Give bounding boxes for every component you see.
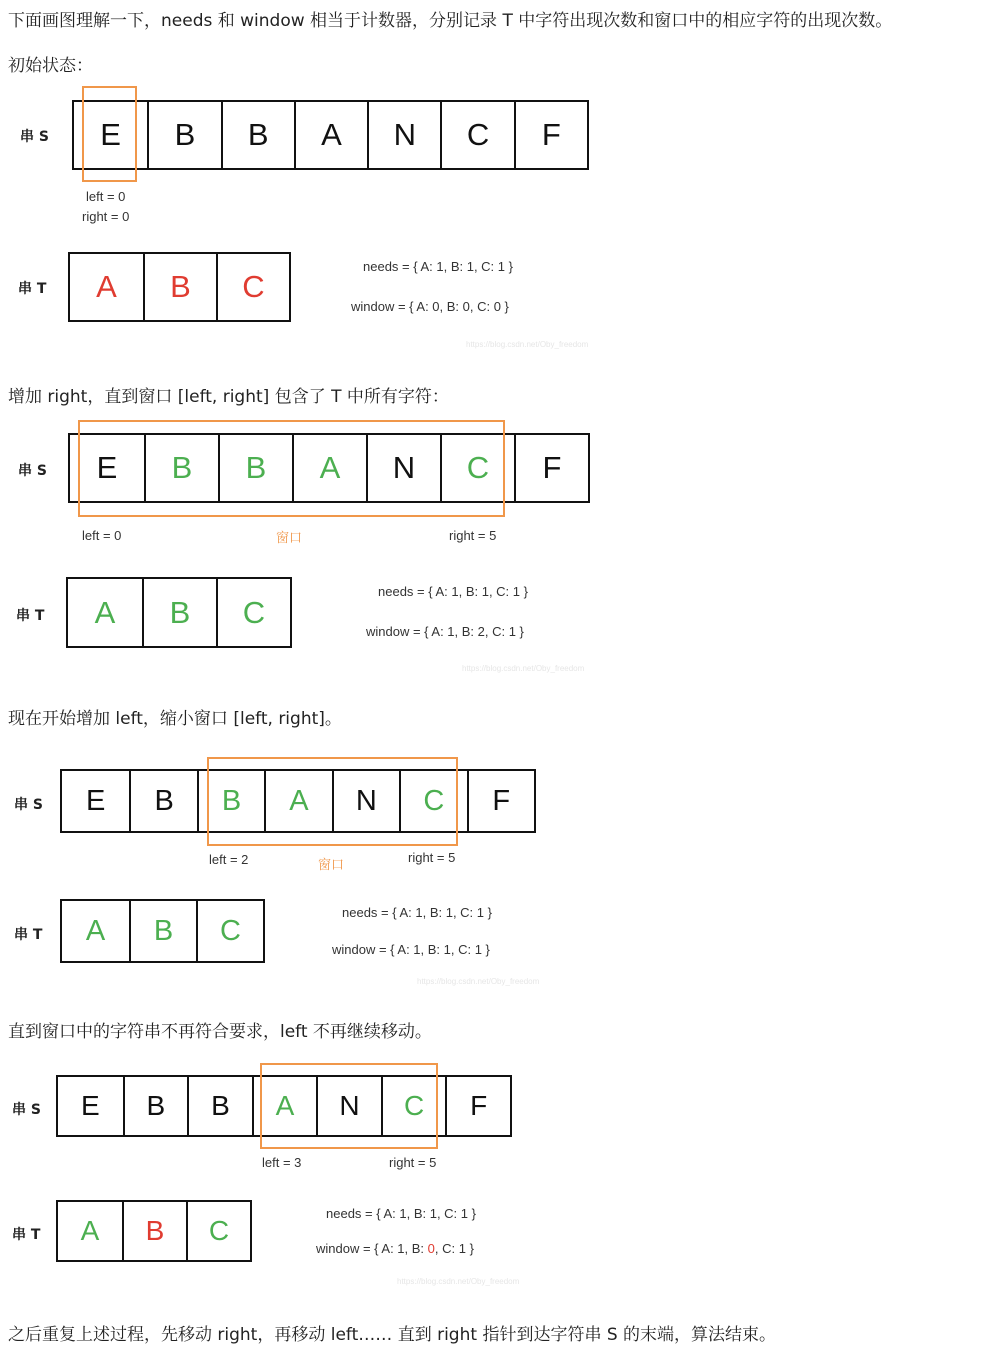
string-t-string-cells <box>66 577 292 648</box>
string-s-char-cell: B <box>197 771 264 831</box>
string-s-label: 串 S <box>20 129 49 145</box>
window-counter <box>366 624 524 639</box>
watermark: https://blog.csdn.net/Oby_freedom <box>397 1277 520 1286</box>
string-t-char-cell: C <box>196 901 263 961</box>
string-s-char-cell: C <box>399 771 466 831</box>
string-t-char-cell: B <box>142 579 216 646</box>
string-s-char-cell: E <box>80 1090 100 1121</box>
string-t-label: 串 T <box>12 1227 41 1243</box>
string-t-char-cell: B <box>129 901 196 961</box>
string-s-char-cell: N <box>332 771 399 831</box>
needs-counter <box>342 905 492 920</box>
string-t-label: 串 T <box>18 281 47 297</box>
string-s-label: 串 S <box>14 797 43 813</box>
string-s-char-cell: C <box>381 1077 446 1135</box>
string-t-char-cell: A <box>94 594 116 630</box>
window-counter-part: window = { A: 1, B: 2, C: 1 } <box>366 624 524 639</box>
window-counter-part: window = { A: 0, B: 0, C: 0 } <box>351 299 509 314</box>
string-s-char-cell: B <box>187 1077 252 1135</box>
string-t-char-cell: B <box>122 1202 186 1260</box>
string-s-char-cell: B <box>144 435 218 501</box>
step-3-caption: 现在开始增加 left，缩小窗口 [left, right]。 <box>8 709 342 729</box>
string-s-char-cell: A <box>252 1077 317 1135</box>
window-frame <box>82 86 137 182</box>
string-s-char-cell: B <box>218 435 292 501</box>
string-s-char-cell: N <box>316 1077 381 1135</box>
window-label: 窗口 <box>318 858 345 873</box>
step-2-caption: 增加 right，直到窗口 [left, right] 包含了 T 中所有字符： <box>8 387 449 407</box>
string-t-char-cell: A <box>96 269 117 304</box>
window-frame <box>260 1063 438 1149</box>
string-s-char-cell: C <box>440 102 513 168</box>
string-s-char-cell: A <box>264 771 331 831</box>
string-t-string-cells <box>68 252 291 322</box>
window-frame <box>78 420 505 517</box>
string-s-char-cell: B <box>147 102 220 168</box>
string-t-char-cell: B <box>143 254 216 320</box>
step-4-caption: 直到窗口中的字符串不再符合要求，left 不再继续移动。 <box>8 1022 432 1042</box>
string-s-label: 串 S <box>18 463 47 479</box>
right-pointer-label: right = 5 <box>408 850 456 865</box>
needs-counter-part: needs = { A: 1, B: 1, C: 1 } <box>326 1206 476 1221</box>
needs-counter <box>378 584 528 599</box>
right-pointer-label: right = 0 <box>82 209 130 224</box>
window-counter-part: window = { A: 1, B: 1, C: 1 } <box>332 942 490 957</box>
left-pointer-label: left = 3 <box>262 1155 302 1170</box>
watermark: https://blog.csdn.net/Oby_freedom <box>462 664 585 673</box>
needs-counter <box>363 259 513 274</box>
left-pointer-label: left = 2 <box>209 852 249 867</box>
string-t-label: 串 T <box>14 927 43 943</box>
string-s-char-cell: F <box>467 771 534 831</box>
string-s-char-cell: A <box>294 102 367 168</box>
string-s-char-cell: F <box>514 102 587 168</box>
string-s-char-cell: F <box>445 1077 510 1135</box>
watermark: https://blog.csdn.net/Oby_freedom <box>417 977 540 986</box>
window-frame <box>207 757 458 846</box>
needs-counter-part: needs = { A: 1, B: 1, C: 1 } <box>342 905 492 920</box>
string-s-char-cell: E <box>86 784 106 817</box>
string-t-char-cell: C <box>216 579 290 646</box>
string-s-char-cell: B <box>129 771 196 831</box>
window-counter-part: , C: 1 } <box>434 1241 474 1256</box>
window-counter-part: 0 <box>427 1241 435 1256</box>
string-t-char-cell: A <box>85 914 106 947</box>
string-s-char-cell: C <box>440 435 514 501</box>
step-1-caption: 初始状态： <box>8 56 93 76</box>
window-label: 窗口 <box>276 531 303 546</box>
string-t-char-cell: C <box>186 1202 250 1260</box>
string-s-char-cell: N <box>367 102 440 168</box>
needs-counter-part: needs = { A: 1, B: 1, C: 1 } <box>378 584 528 599</box>
string-s-char-cell: E <box>96 450 118 485</box>
string-t-label: 串 T <box>16 608 45 624</box>
window-counter <box>332 942 490 957</box>
intro-text: 下面画图理解一下，needs 和 window 相当于计数器，分别记录 T 中字符出现次数和窗口中的相应字符的出现次数。 <box>8 11 893 31</box>
string-s-char-cell: E <box>100 117 121 152</box>
window-counter <box>351 299 509 314</box>
string-s-string-cells <box>72 100 589 170</box>
needs-counter <box>326 1206 476 1221</box>
string-s-char-cell: B <box>123 1077 188 1135</box>
window-counter <box>316 1241 474 1256</box>
string-t-string-cells <box>56 1200 252 1262</box>
string-s-char-cell: A <box>292 435 366 501</box>
string-s-char-cell: N <box>366 435 440 501</box>
string-t-char-cell: C <box>216 254 289 320</box>
right-pointer-label: right = 5 <box>449 528 497 543</box>
string-s-label: 串 S <box>12 1102 41 1118</box>
string-s-char-cell: B <box>221 102 294 168</box>
left-pointer-label: left = 0 <box>82 528 122 543</box>
outro-text: 之后重复上述过程，先移动 right，再移动 left…… 直到 right 指针到达字符串 S 的末端，算法结束。 <box>8 1325 777 1345</box>
string-s-char-cell: F <box>514 435 588 501</box>
right-pointer-label: right = 5 <box>389 1155 437 1170</box>
watermark: https://blog.csdn.net/Oby_freedom <box>466 340 589 349</box>
string-t-string-cells <box>60 899 265 963</box>
window-counter-part: window = { A: 1, B: <box>316 1241 428 1256</box>
left-pointer-label: left = 0 <box>86 189 126 204</box>
string-t-char-cell: A <box>80 1215 100 1246</box>
needs-counter-part: needs = { A: 1, B: 1, C: 1 } <box>363 259 513 274</box>
